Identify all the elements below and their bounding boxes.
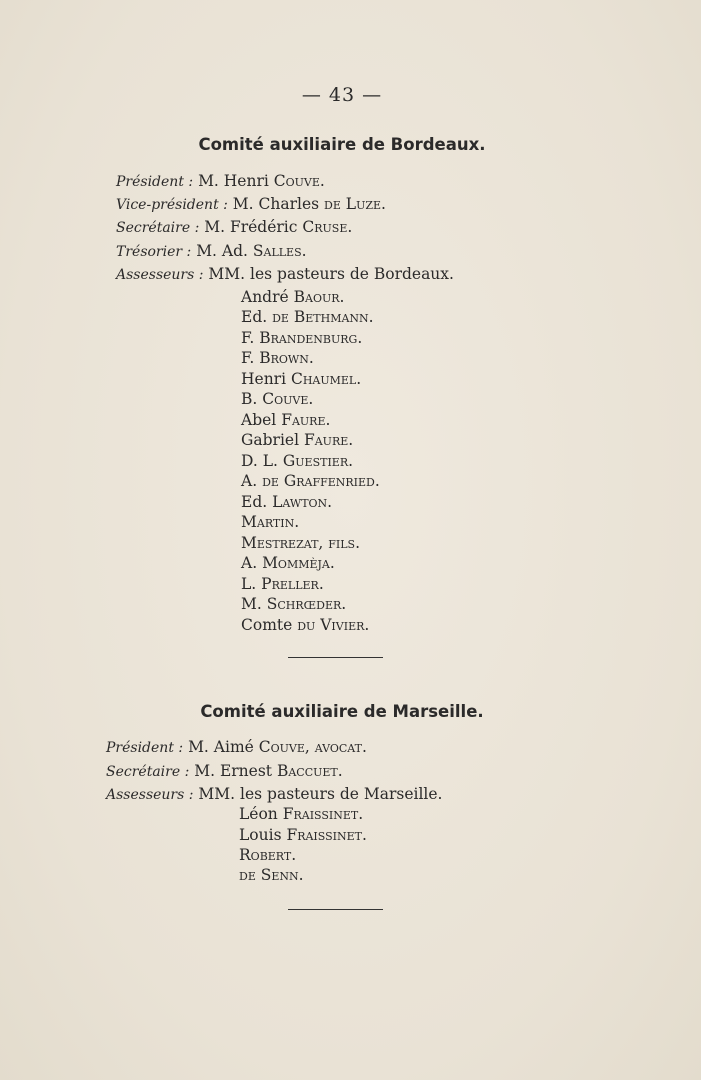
member-surname: du Vivier. bbox=[297, 616, 370, 634]
member-name: D. L. bbox=[241, 452, 283, 470]
marseille-heading: Comité auxiliaire de Marseille. bbox=[200, 702, 484, 721]
role-label: Assesseurs : bbox=[116, 267, 204, 283]
member-name: Abel bbox=[241, 411, 282, 429]
page-number: — 43 — bbox=[301, 84, 383, 106]
member-surname: Couve. bbox=[262, 390, 314, 408]
member-surname: Guestier. bbox=[282, 452, 354, 470]
bordeaux-officer-line bbox=[116, 172, 325, 190]
section-divider bbox=[288, 909, 383, 910]
officer-surname: Couve, avocat. bbox=[258, 738, 367, 756]
marseille-officer-line bbox=[106, 785, 442, 803]
member-surname: Mestrezat, fils. bbox=[241, 534, 361, 552]
bordeaux-officer-line bbox=[116, 218, 352, 236]
bordeaux-member bbox=[241, 390, 313, 408]
member-name: Comte bbox=[241, 616, 298, 634]
member-surname: Faure. bbox=[303, 431, 354, 449]
marseille-member bbox=[239, 805, 363, 823]
member-surname: Chaumel. bbox=[290, 370, 362, 388]
bordeaux-member bbox=[241, 431, 353, 449]
bordeaux-member bbox=[241, 616, 369, 634]
member-name: A. bbox=[241, 554, 263, 572]
officer-name: M. Ad. bbox=[196, 242, 253, 260]
officer-surname: Cruse. bbox=[302, 218, 353, 236]
bordeaux-member bbox=[241, 513, 299, 531]
officer-name: MM. les pasteurs de Marseille. bbox=[198, 785, 443, 803]
bordeaux-member bbox=[241, 288, 344, 306]
member-surname: Martin. bbox=[241, 513, 300, 531]
role-label: Président : bbox=[106, 740, 184, 756]
member-name: F. bbox=[241, 349, 260, 367]
member-surname: Faure. bbox=[281, 411, 331, 429]
marseille-officer-line bbox=[106, 738, 367, 756]
bordeaux-officer-line bbox=[116, 265, 454, 283]
member-surname: Robert. bbox=[239, 846, 297, 864]
officer-surname: Salles. bbox=[252, 242, 307, 260]
member-name: M. bbox=[241, 595, 267, 613]
role-label: Vice-président : bbox=[116, 197, 228, 213]
role-label: Président : bbox=[116, 174, 194, 190]
bordeaux-member bbox=[241, 411, 330, 429]
role-label: Trésorier : bbox=[116, 244, 192, 260]
bordeaux-heading: Comité auxiliaire de Bordeaux. bbox=[198, 135, 486, 154]
officer-name: M. Aimé bbox=[188, 738, 259, 756]
member-name: B. bbox=[241, 390, 263, 408]
member-surname: Brown. bbox=[259, 349, 314, 367]
officer-surname: Couve. bbox=[273, 172, 325, 190]
member-name: Léon bbox=[239, 805, 283, 823]
officer-surname: de Luze. bbox=[324, 195, 386, 213]
officer-name: M. Charles bbox=[232, 195, 325, 213]
member-surname: Schrœder. bbox=[266, 595, 347, 613]
bordeaux-member bbox=[241, 452, 353, 470]
member-surname: Preller. bbox=[261, 575, 324, 593]
member-surname: Brandenburg. bbox=[259, 329, 363, 347]
bordeaux-member bbox=[241, 554, 335, 572]
member-name: L. bbox=[241, 575, 262, 593]
bordeaux-member bbox=[241, 595, 346, 613]
member-surname: Baour. bbox=[293, 288, 345, 306]
section-divider bbox=[288, 657, 383, 658]
officer-name: M. Henri bbox=[198, 172, 274, 190]
member-name: Henri bbox=[241, 370, 291, 388]
bordeaux-member bbox=[241, 308, 374, 326]
bordeaux-officer-line bbox=[116, 195, 386, 213]
member-name: Gabriel bbox=[241, 431, 304, 449]
member-name: F. bbox=[241, 329, 260, 347]
bordeaux-member bbox=[241, 370, 361, 388]
marseille-officer-line bbox=[106, 762, 343, 780]
bordeaux-member bbox=[241, 349, 314, 367]
officer-name: MM. les pasteurs de Bordeaux. bbox=[208, 265, 454, 283]
member-surname: Lawton. bbox=[272, 493, 333, 511]
member-surname: de Graffenried. bbox=[262, 472, 380, 490]
member-name: Ed. bbox=[241, 308, 273, 326]
officer-name: M. Frédéric bbox=[204, 218, 303, 236]
member-surname: de Senn. bbox=[239, 866, 304, 884]
member-name: Louis bbox=[239, 826, 287, 844]
member-surname: de Bethmann. bbox=[272, 308, 374, 326]
officer-surname: Baccuet. bbox=[276, 762, 343, 780]
bordeaux-member bbox=[241, 534, 360, 552]
member-surname: Mommèja. bbox=[262, 554, 335, 572]
officer-name: M. Ernest bbox=[194, 762, 277, 780]
bordeaux-officer-line bbox=[116, 242, 307, 260]
bordeaux-member bbox=[241, 472, 380, 490]
bordeaux-member bbox=[241, 493, 332, 511]
marseille-member bbox=[239, 826, 367, 844]
role-label: Secrétaire : bbox=[116, 220, 200, 236]
marseille-member bbox=[239, 846, 296, 864]
marseille-member bbox=[239, 866, 304, 884]
role-label: Assesseurs : bbox=[106, 787, 194, 803]
member-name: A. bbox=[241, 472, 263, 490]
member-name: Ed. bbox=[241, 493, 273, 511]
role-label: Secrétaire : bbox=[106, 764, 190, 780]
bordeaux-member bbox=[241, 575, 324, 593]
bordeaux-member bbox=[241, 329, 362, 347]
member-name: André bbox=[241, 288, 294, 306]
member-surname: Fraissinet. bbox=[282, 805, 364, 823]
member-surname: Fraissinet. bbox=[286, 826, 367, 844]
